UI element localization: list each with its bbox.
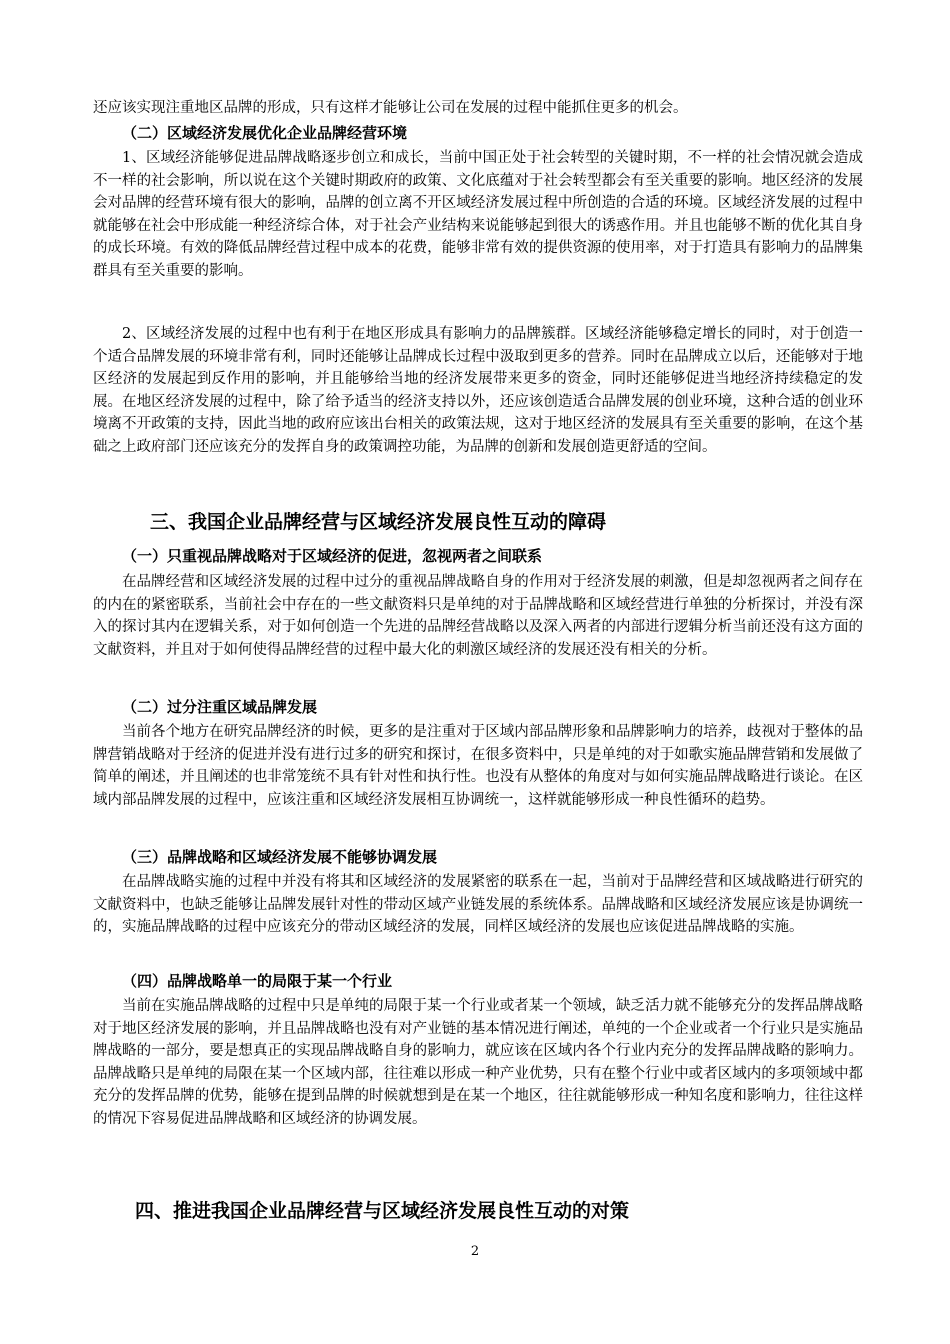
- subsection-heading-3-3: （三）品牌战略和区域经济发展不能够协调发展: [122, 848, 438, 866]
- paragraph: 2、区域经济发展的过程中也有利于在地区形成具有影响力的品牌簇群。区域经济能够稳定增长的同时，对于创造一个适合品牌发展的环境非常有利，同时还能够让品牌成长过程中汲取到更多的营养。同时在品牌成立以后，还能够对于地区经济的发展起到反作用的影响，并且能够给当地的经济发展带来更多的资金，同时还能够促进当地经济持续稳定的发展。在地区经济发展的过程中，除了给予适当的经济支持以外，还应该创造适合品牌发展的创业环境，这种合适的创业环境离不开政策的支持，因此当地的政府应该出台相关的政策法规，这对于地区经济的发展具有至关重要的影响，在这个基础之上政府部门还应该充分的发挥自身的政策调控功能，为品牌的创新和发展创造更舒适的空间。: [93, 326, 863, 455]
- subsection-heading-2-2: （二）区域经济发展优化企业品牌经营环境: [122, 124, 408, 142]
- paragraph-continuation: 还应该实现注重地区品牌的形成，只有这样才能够让公司在发展的过程中能抓住更多的机会。: [93, 100, 688, 116]
- paragraph: 当前各个地方在研究品牌经济的时候，更多的是注重对于区域内部品牌形象和品牌影响力的培养，歧视对于整体的品牌营销战略对于经济的促进并没有进行过多的研究和探讨，在很多资料中，只是单纯的对于如歌实施品牌营销和发展做了简单的阐述，并且阐述的也非常笼统不具有针对性和执行性。也没有从整体的角度对与如何实施品牌战略进行谈论。在区域内部品牌发展的过程中，应该注重和区域经济发展相互协调统一，这样就能够形成一种良性循环的趋势。: [93, 724, 863, 808]
- subsection-heading-3-1: （一）只重视品牌战略对于区域经济的促进，忽视两者之间联系: [122, 547, 543, 565]
- subsection-heading-3-2: （二）过分注重区域品牌发展: [122, 698, 318, 716]
- paragraph: 1、区域经济能够促进品牌战略逐步创立和成长，当前中国正处于社会转型的关键时期，不一样的社会情况就会造成不一样的社会影响，所以说在这个关键时期政府的政策、文化底蕴对于社会转型都会有至关重要的影响。地区经济的发展会对品牌的经营环境有很大的影响，品牌的创立离不开区域经济发展过程中所创造的合适的环境。区域经济发展的过程中就能够在社会中形成能一种经济综合体，对于社会产业结构来说能够起到很大的诱惑作用。并且也能够不断的优化其自身的成长环境。有效的降低品牌经营过程中成本的花费，能够非常有效的提供资源的使用率，对于打造具有影响力的品牌集群具有至关重要的影响。: [93, 150, 863, 279]
- page-number: 2: [470, 1244, 480, 1259]
- paragraph: 在品牌经营和区域经济发展的过程中过分的重视品牌战略自身的作用对于经济发展的刺激，但是却忽视两者之间存在的内在的紧密联系，当前社会中存在的一些文献资料只是单纯的对于品牌战略和区域经营进行单独的分析探讨，并没有深入的探讨其内在逻辑关系，对于如何创造一个先进的品牌经营战略以及深入两者的内部进行逻辑分析当前还没有这方面的文献资料，并且对于如何使得品牌经营的过程中最大化的刺激区域经济的发展还没有相关的分析。: [93, 574, 863, 658]
- subsection-heading-3-4: （四）品牌战略单一的局限于某一个行业: [122, 972, 393, 990]
- section-heading-3: 三、我国企业品牌经营与区域经济发展良性互动的障碍: [150, 511, 607, 533]
- section-heading-4: 四、推进我国企业品牌经营与区域经济发展良性互动的对策: [135, 1200, 630, 1222]
- paragraph: 当前在实施品牌战略的过程中只是单纯的局限于某一个行业或者某一个领域，缺乏活力就不能够充分的发挥品牌战略对于地区经济发展的影响，并且品牌战略也没有对产业链的基本情况进行阐述，单纯的一个企业或者一个行业只是实施品牌战略的一部分，要是想真正的实现品牌战略自身的影响力，就应该在区域内各个行业内充分的发挥品牌战略的影响力。品牌战略只是单纯的局限在某一个区域内部，往往难以形成一种产业优势，只有在整个行业中或者区域内的多项领域中都充分的发挥品牌的优势，能够在提到品牌的时候就想到是在某一个地区，往往就能够形成一种知名度和影响力，往往这样的情况下容易促进品牌战略和区域经济的协调发展。: [93, 998, 863, 1127]
- paragraph: 在品牌战略实施的过程中并没有将其和区域经济的发展紧密的联系在一起，当前对于品牌经营和区域战略进行研究的文献资料中，也缺乏能够让品牌发展针对性的带动区域产业链发展的系统体系。品牌战略和区域经济发展应该是协调统一的，实施品牌战略的过程中应该充分的带动区域经济的发展，同样区域经济的发展也应该促进品牌战略的实施。: [93, 874, 863, 935]
